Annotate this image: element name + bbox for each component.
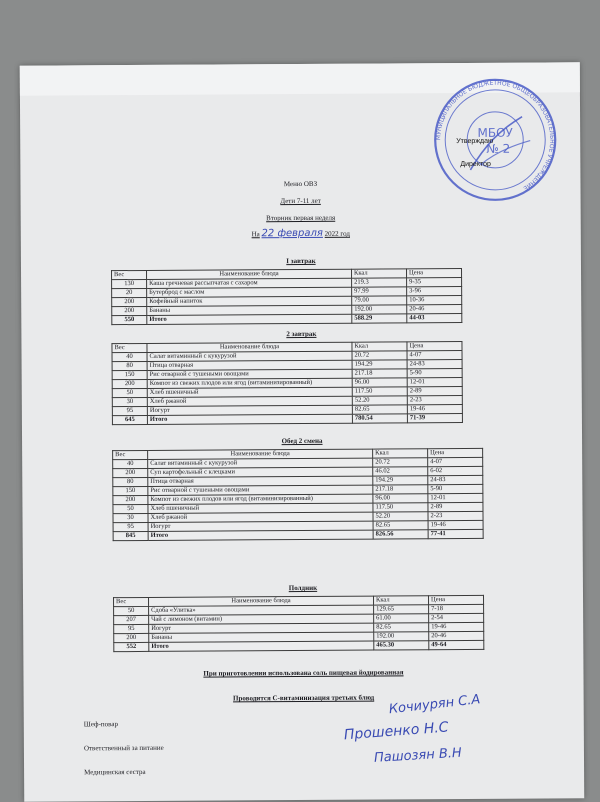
approve-label: Утверждаю xyxy=(456,137,494,146)
cell-name: Салат витаминный с кукурузой xyxy=(147,351,352,361)
column-header-name: Наименование блюда xyxy=(149,596,374,606)
cell-kcal: 194.29 xyxy=(373,476,428,485)
cell-kcal: 52.20 xyxy=(352,396,407,405)
menu-title: Меню ОВЗ xyxy=(283,179,318,189)
column-header-weight: Вес xyxy=(114,597,149,606)
cell-price: 19-46 xyxy=(407,405,462,414)
cell-price: 9-35 xyxy=(407,278,462,287)
cell-weight: 200 xyxy=(113,468,148,477)
cell-weight: 95 xyxy=(113,522,148,531)
cell-price: 2-54 xyxy=(429,613,484,622)
cell-price: 24-83 xyxy=(428,475,483,484)
seal-ring-text: МУНИЦИПАЛЬНОЕ БЮДЖЕТНОЕ ОБЩЕОБРАЗОВАТЕЛЬНОЕ УЧРЕЖДЕНИЕ xyxy=(435,79,556,192)
cell-price: 2-89 xyxy=(407,387,462,396)
cell-kcal: 61.00 xyxy=(374,614,429,623)
cell-price: 2-23 xyxy=(407,396,462,405)
cell-weight: 200 xyxy=(112,379,147,388)
table-total-row xyxy=(113,529,483,540)
director-label: Директор xyxy=(460,160,491,169)
cell-price: 4-07 xyxy=(428,457,483,466)
cell-kcal: 117.50 xyxy=(373,503,428,512)
cell-weight: 200 xyxy=(113,495,148,504)
cell-weight: 200 xyxy=(114,633,149,642)
cell-name: Итого xyxy=(148,530,373,540)
menu-table xyxy=(113,595,484,652)
cell-weight: 50 xyxy=(113,504,148,513)
cell-price: 3-96 xyxy=(407,287,462,296)
cell-kcal: 97.99 xyxy=(352,287,407,296)
cell-weight: 30 xyxy=(112,397,147,406)
column-header-name: Наименование блюда xyxy=(147,342,352,352)
cell-kcal: 780.54 xyxy=(352,414,407,423)
cell-weight: 50 xyxy=(112,388,147,397)
cell-kcal: 82.65 xyxy=(373,521,428,530)
date-prefix: На xyxy=(251,230,260,239)
cell-weight: 200 xyxy=(112,306,147,315)
cell-kcal: 219.3 xyxy=(352,278,407,287)
cell-weight: 80 xyxy=(113,477,148,486)
cell-name: Суп картофельный с клецками xyxy=(148,467,373,477)
cell-weight: 207 xyxy=(114,615,149,624)
menu-table xyxy=(111,268,462,325)
column-header-price: Цена xyxy=(428,448,483,457)
table-total-row xyxy=(112,314,462,325)
cell-kcal: 79.00 xyxy=(352,296,407,305)
cell-name: Птица отварная xyxy=(148,476,373,486)
cell-name: Компот из свежих плодов или ягод (витаминизированный) xyxy=(147,378,352,388)
food-manager-label: Ответственный за питание xyxy=(83,743,164,753)
date-handwritten: 22 февраля xyxy=(261,227,323,240)
cell-name: Хлеб ржаной xyxy=(148,512,373,522)
cell-price: 2-23 xyxy=(428,511,483,520)
cell-kcal: 52.20 xyxy=(373,512,428,521)
cell-name: Каша гречневая рассыпчатая с сахаром xyxy=(147,278,352,288)
section-title: 2 завтрак xyxy=(286,329,317,339)
seal-number: № 2 xyxy=(486,141,511,156)
age-group: Дети 7-11 лет xyxy=(280,196,321,206)
section-title: Обед 2 смена xyxy=(281,436,323,446)
cell-price: 24-83 xyxy=(407,360,462,369)
cell-weight: 40 xyxy=(113,459,148,468)
cell-price: 5-90 xyxy=(407,369,462,378)
menu-sheet xyxy=(20,62,584,801)
cell-price: 7-18 xyxy=(429,604,484,613)
week-label: Вторник первая неделя xyxy=(266,213,336,223)
cell-kcal: 192.00 xyxy=(352,305,407,314)
cell-name: Итого xyxy=(147,414,352,424)
cell-weight: 150 xyxy=(113,486,148,495)
column-header-name: Наименование блюда xyxy=(147,269,352,279)
menu-table xyxy=(111,341,462,425)
signature-chef: Кочиурян С.А xyxy=(388,692,482,718)
column-header-kcal: Ккал xyxy=(352,269,407,278)
cell-name: Итого xyxy=(147,314,352,324)
cell-name: Птица отварная xyxy=(147,360,352,370)
date-line xyxy=(21,226,581,240)
column-header-price: Цена xyxy=(407,342,462,351)
chef-label: Шеф-повар xyxy=(83,720,118,729)
section-title: I завтрак xyxy=(286,256,316,266)
cell-price: 19-46 xyxy=(428,520,483,529)
cell-weight: 50 xyxy=(114,606,149,615)
cell-weight: 80 xyxy=(112,361,147,370)
table-total-row xyxy=(112,414,462,425)
cell-weight: 200 xyxy=(112,297,147,306)
cell-kcal: 96.00 xyxy=(352,378,407,387)
signature-nurse: Пашозян В.Н xyxy=(373,745,463,766)
cell-kcal: 465.30 xyxy=(374,641,429,650)
column-header-weight: Вес xyxy=(113,450,148,459)
seal-org: МБОУ xyxy=(477,125,513,140)
cell-name: Кофейный напиток xyxy=(147,296,352,306)
column-header-kcal: Ккал xyxy=(352,342,407,351)
cell-name: Салат витаминный с кукурузой xyxy=(148,458,373,468)
cell-price: 5-90 xyxy=(428,484,483,493)
column-header-kcal: Ккал xyxy=(374,596,429,605)
cell-name: Йогурт xyxy=(147,405,352,415)
cell-kcal: 217.18 xyxy=(373,485,428,494)
cell-kcal: 826.56 xyxy=(373,530,428,539)
date-suffix: 2022 год xyxy=(324,229,351,238)
cell-price: 6-02 xyxy=(428,466,483,475)
cell-weight: 645 xyxy=(112,415,147,424)
cell-name: Бананы xyxy=(147,305,352,315)
cell-kcal: 96.00 xyxy=(373,494,428,503)
cell-price: 71-39 xyxy=(407,414,462,423)
section-title: Полдник xyxy=(288,583,318,593)
cell-kcal: 20.72 xyxy=(373,458,428,467)
cell-weight: 845 xyxy=(113,531,148,540)
salt-note: При приготовлении использована соль пищевая йодированная xyxy=(203,668,404,678)
signature-food-manager: Прошенко Н.С xyxy=(343,719,450,744)
cell-name: Чай с лимоном (витамин) xyxy=(149,614,374,624)
column-header-weight: Вес xyxy=(112,343,147,352)
column-header-kcal: Ккал xyxy=(373,449,428,458)
cell-name: Хлеб ржаной xyxy=(147,396,352,406)
cell-price: 49-64 xyxy=(429,640,484,649)
cell-name: Йогурт xyxy=(148,521,373,531)
cell-kcal: 46.02 xyxy=(373,467,428,476)
cell-weight: 95 xyxy=(112,406,147,415)
cell-weight: 40 xyxy=(112,352,147,361)
cell-weight: 130 xyxy=(112,279,147,288)
cell-price: 10-36 xyxy=(407,296,462,305)
cell-name: Йогурт xyxy=(149,623,374,633)
column-header-weight: Вес xyxy=(112,270,147,279)
menu-table xyxy=(112,448,484,541)
cell-name: Бананы xyxy=(149,632,374,642)
cell-kcal: 20.72 xyxy=(352,351,407,360)
cell-name: Итого xyxy=(149,641,374,651)
cell-name: Рис отварной с тушеными овощами xyxy=(148,485,373,495)
column-header-name: Наименование блюда xyxy=(148,449,373,459)
cell-name: Хлеб пшеничный xyxy=(147,387,352,397)
cell-price: 12-01 xyxy=(428,493,483,502)
cell-price: 4-07 xyxy=(407,351,462,360)
cell-kcal: 82.65 xyxy=(374,623,429,632)
cell-kcal: 588.29 xyxy=(352,314,407,323)
cell-price: 20-46 xyxy=(407,305,462,314)
cell-weight: 20 xyxy=(112,288,147,297)
cell-name: Рис отварной с тушеными овощами xyxy=(147,369,352,379)
cell-weight: 550 xyxy=(112,315,147,324)
cell-kcal: 192.00 xyxy=(374,632,429,641)
cell-kcal: 117.50 xyxy=(352,387,407,396)
vitamin-note: Проводится С-витаминизация третьих блюд xyxy=(233,693,375,703)
cell-name: Хлеб пшеничный xyxy=(148,503,373,513)
cell-kcal: 82.65 xyxy=(352,405,407,414)
cell-price: 77-41 xyxy=(428,529,483,538)
cell-price: 12-01 xyxy=(407,378,462,387)
cell-kcal: 129.65 xyxy=(374,605,429,614)
cell-price: 20-46 xyxy=(429,631,484,640)
column-header-price: Цена xyxy=(407,269,462,278)
cell-name: Компот из свежих плодов или ягод (витаминизированный) xyxy=(148,494,373,504)
cell-price: 44-03 xyxy=(407,314,462,323)
nurse-label: Медицинская сестра xyxy=(84,767,146,777)
cell-name: Сдоба «Улитка» xyxy=(149,605,374,615)
cell-name: Бутерброд с маслом xyxy=(147,287,352,297)
cell-price: 19-46 xyxy=(429,622,484,631)
cell-price: 2-89 xyxy=(428,502,483,511)
column-header-price: Цена xyxy=(429,595,484,604)
table-total-row xyxy=(114,640,484,651)
cell-weight: 95 xyxy=(114,624,149,633)
cell-weight: 150 xyxy=(112,370,147,379)
cell-weight: 30 xyxy=(113,513,148,522)
cell-kcal: 194.29 xyxy=(352,360,407,369)
cell-weight: 552 xyxy=(114,642,149,651)
cell-kcal: 217.18 xyxy=(352,369,407,378)
